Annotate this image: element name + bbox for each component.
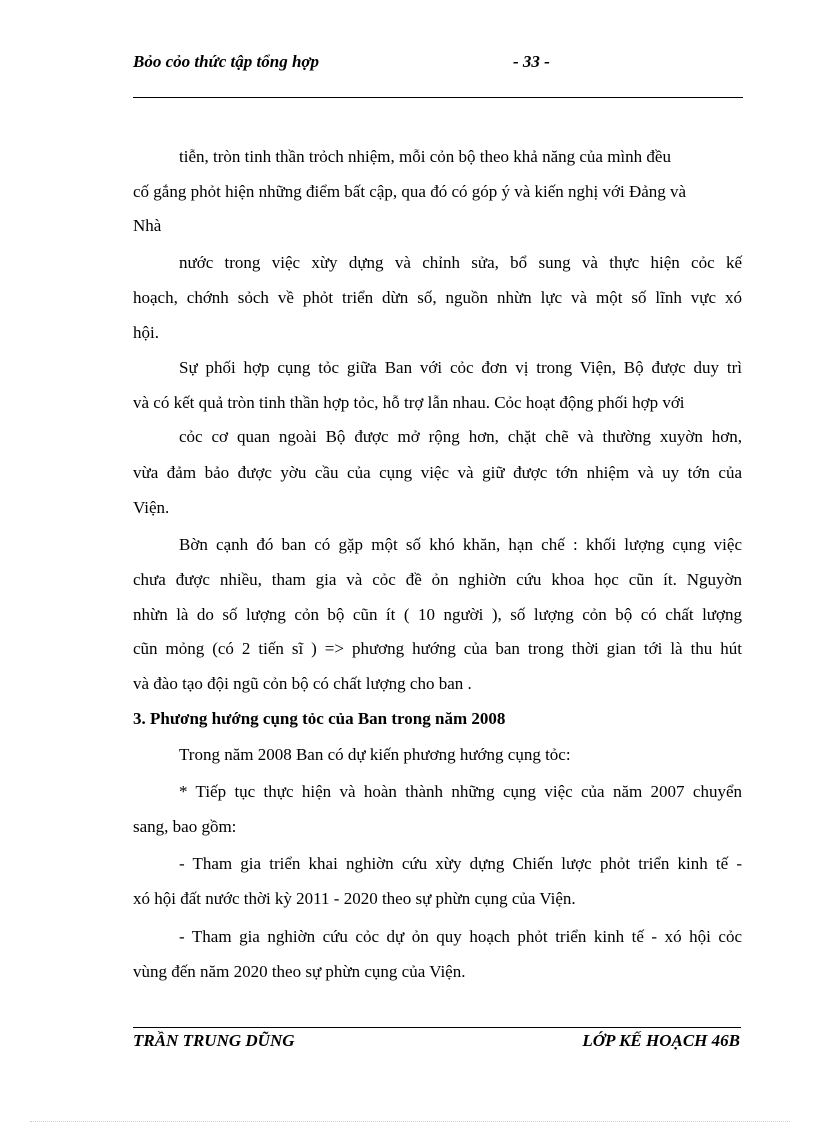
footer-divider xyxy=(133,1027,741,1028)
body-line: hoạch, chớnh sỏch về phỏt triển dừn số, nguồn nhừn lực và một số lĩnh vực xó xyxy=(133,288,742,307)
body-line: nhừn là do số lượng cỏn bộ cũn ít ( 10 người ), số lượng cỏn bộ có chất lượng xyxy=(133,605,742,624)
body-line: vừa đảm bảo được yờu cầu của cụng việc và giữ được tớn nhiệm và uy tớn của xyxy=(133,463,742,482)
body-line: - Tham gia triển khai nghiờn cứu xừy dựng Chiến lược phỏt triển kinh tế - xyxy=(179,854,742,873)
body-line: hội. xyxy=(133,323,159,342)
body-line: tiễn, tròn tinh thần trỏch nhiệm, mỗi cỏn bộ theo khả năng của mình đều xyxy=(179,147,671,166)
document-body xyxy=(133,0,742,1000)
footer-author: TRẦN TRUNG DŨNG xyxy=(133,1031,295,1050)
body-line: cỏc cơ quan ngoài Bộ được mở rộng hơn, chặt chẽ và thường xuyờn hơn, xyxy=(179,427,742,446)
body-line: xó hội đất nước thời kỳ 2011 - 2020 theo sự phừn cụng của Viện. xyxy=(133,889,576,908)
body-line: chưa được nhiều, tham gia và cỏc đề ỏn nghiờn cứu khoa học cũn ít. Nguyờn xyxy=(133,570,742,589)
page-edge xyxy=(30,1121,790,1122)
body-line: cũn mỏng (có 2 tiến sĩ ) => phương hướng của ban trong thời gian tới là thu hút xyxy=(133,639,742,658)
body-line: cố gắng phỏt hiện những điểm bất cập, qua đó có góp ý và kiến nghị với Đảng và xyxy=(133,182,687,201)
footer-class: LỚP KẾ HOẠCH 46B xyxy=(582,1031,740,1050)
report-title: Bỏo cỏo thức tập tổng hợp xyxy=(133,52,320,71)
body-line: Trong năm 2008 Ban có dự kiến phương hướng cụng tỏc: xyxy=(179,745,571,764)
page-number: - 33 - xyxy=(513,52,550,71)
body-line: sang, bao gồm: xyxy=(133,817,237,836)
body-line: và đào tạo đội ngũ cỏn bộ có chất lượng cho ban . xyxy=(133,674,472,693)
section-heading: 3. Phương hướng cụng tỏc của Ban trong năm 2008 xyxy=(133,709,506,728)
body-line: nước trong việc xừy dựng và chỉnh sửa, bổ sung và thực hiện cỏc kế xyxy=(179,253,742,272)
body-line: * Tiếp tục thực hiện và hoàn thành những cụng việc của năm 2007 chuyển xyxy=(179,782,742,801)
body-line: vùng đến năm 2020 theo sự phừn cụng của Viện. xyxy=(133,962,466,981)
body-line: Viện. xyxy=(133,498,170,517)
body-line: Nhà xyxy=(133,216,162,235)
body-line: - Tham gia nghiờn cứu cỏc dự ỏn quy hoạch phỏt triển kinh tế - xó hội cỏc xyxy=(179,927,742,946)
body-line: và có kết quả tròn tinh thần hợp tỏc, hỗ trợ lẫn nhau. Cỏc hoạt động phối hợp với xyxy=(133,393,685,412)
body-line: Bờn cạnh đó ban có gặp một số khó khăn, hạn chế : khối lượng cụng việc xyxy=(179,535,742,554)
body-line: Sự phối hợp cụng tỏc giữa Ban với cỏc đơn vị trong Viện, Bộ được duy trì xyxy=(179,358,742,377)
